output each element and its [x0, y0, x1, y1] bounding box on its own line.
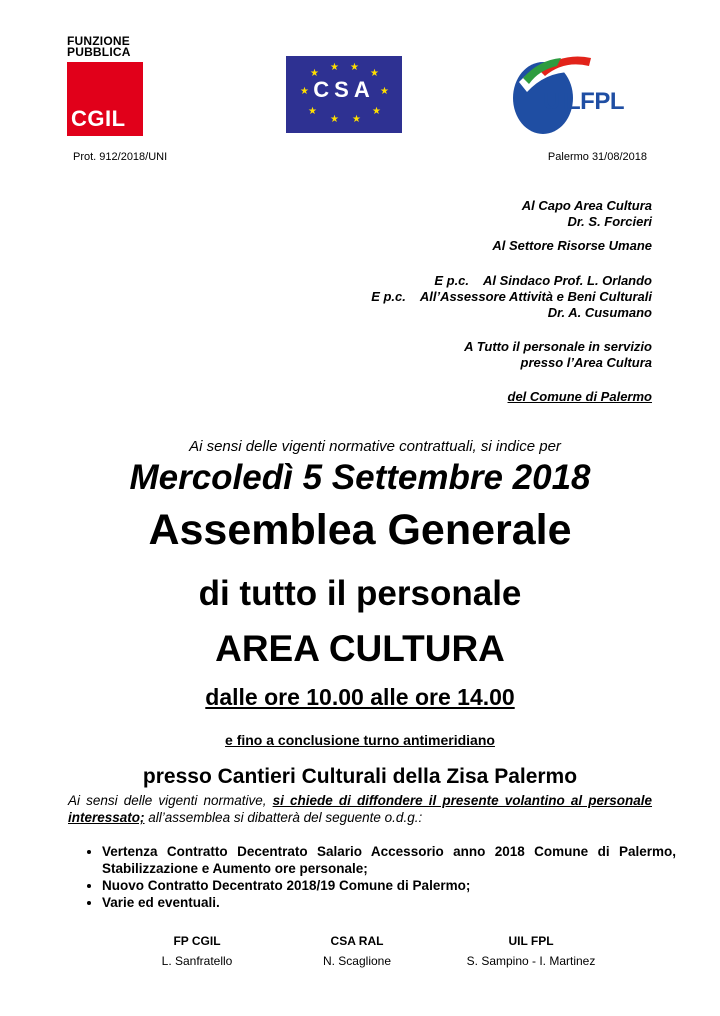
signature-org: FP CGIL [173, 934, 221, 948]
signature-csa-ral [296, 934, 418, 968]
recipient-personale [464, 339, 652, 371]
signature-name: L. Sanfratello [161, 954, 233, 968]
svg-text:★: ★ [310, 68, 319, 79]
recipient-sindaco: E p.c. Al Sindaco Prof. L. Orlando [434, 273, 652, 288]
svg-text:★: ★ [330, 62, 339, 73]
agenda-item: • Nuovo Contratto Decentrato 2018/19 Comune di Palermo; [102, 877, 676, 894]
recipient-line: Dr. A. Cusumano [547, 305, 652, 320]
recipient-assessore [371, 289, 652, 321]
svg-text:★: ★ [330, 114, 339, 125]
recipient-line: Al Capo Area Cultura [521, 198, 652, 213]
csa-logo-text: CSA [313, 77, 375, 102]
recipient-capo-area [522, 198, 652, 230]
area-heading: AREA CULTURA [215, 628, 505, 669]
svg-text:★: ★ [308, 106, 317, 117]
body-emphasis: si chiede di diffondere il presente volantino al personale interessato; [68, 793, 653, 825]
body-paragraph [68, 792, 652, 826]
recipient-comune: del Comune di Palermo [507, 389, 652, 404]
meeting-hours: dalle ore 10.00 alle ore 14.00 [205, 684, 515, 710]
svg-text:★: ★ [300, 86, 309, 97]
cgil-logo [67, 36, 147, 136]
cgil-logo-text: CGIL [71, 106, 126, 131]
signature-name: N. Scaglione [322, 954, 392, 968]
csa-logo [286, 56, 402, 133]
agenda-item: • Varie ed eventuali. [102, 894, 676, 911]
subtitle: di tutto il personale [198, 574, 522, 613]
signature-org: CSA RAL [330, 934, 384, 948]
cgil-logo-top-text: FUNZIONE PUBBLICA [67, 34, 131, 59]
agenda-item: • Vertenza Contratto Decentrato Salario Accessorio anno 2018 Comune di Palermo, Stabilizzazione e Aumento ore personale; [102, 843, 676, 877]
uil-logo-text: UILFPL [543, 88, 624, 115]
meeting-until: e fino a conclusione turno antimeridiano [225, 732, 495, 748]
intro-text: Ai sensi delle vigenti normative contrattuali, si indice per [189, 438, 561, 455]
meeting-location: presso Cantieri Culturali della Zisa Palermo [142, 765, 578, 788]
recipient-line: A Tutto il personale in servizio [464, 339, 652, 354]
svg-text:★: ★ [372, 106, 381, 117]
svg-text:★: ★ [352, 114, 361, 125]
protocol-number: Prot. 912/2018/UNI [73, 151, 168, 163]
svg-text:★: ★ [380, 86, 389, 97]
svg-text:★: ★ [370, 68, 379, 79]
body-text: all’assemblea si dibatterà del seguente o.d.g.: [144, 810, 423, 825]
uil-logo [509, 52, 639, 138]
body-text: Ai sensi delle vigenti normative, [68, 793, 273, 808]
recipient-line: presso l’Area Cultura [520, 355, 652, 370]
page-title: Assemblea Generale [148, 506, 572, 554]
recipient-risorse-umane: Al Settore Risorse Umane [492, 238, 652, 253]
cgil-logo-red-box [67, 62, 143, 136]
meeting-date-heading: Mercoledì 5 Settembre 2018 [129, 458, 591, 497]
recipient-line: Dr. S. Forcieri [567, 214, 652, 229]
signature-uil-fpl [446, 934, 616, 968]
signature-fp-cgil [136, 934, 258, 968]
signature-org: UIL FPL [508, 934, 554, 948]
svg-text:★: ★ [350, 62, 359, 73]
signature-name: S. Sampino - I. Martinez [466, 954, 596, 968]
recipient-line: E p.c. All’Assessore Attività e Beni Culturali [371, 289, 652, 304]
document-date: Palermo 31/08/2018 [547, 151, 647, 163]
agenda-list [78, 843, 676, 911]
